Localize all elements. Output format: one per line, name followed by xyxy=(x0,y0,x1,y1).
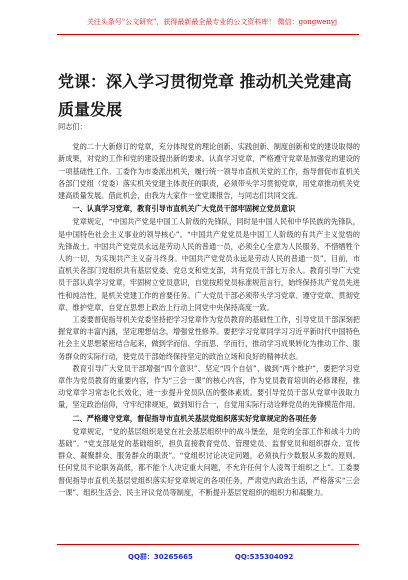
salutation: 同志们： xyxy=(58,122,87,131)
section-one-paragraph-1: 党章规定，“中国共产党是中国工人阶级的先锋队，同时是中国人民和中华民族的先锋队，是中国特色社会主义事业的领导核心”。“中国共产党党员是中国工人阶级的有共产主义觉悟的先锋战士。中国共产党党员永远是劳动人民的普通一员，必须全心全意为人民服务，不惜牺牲个人的一切，为实现共产主义奋斗终身。中国共产党党员永远是劳动人民的普通一员”。目前，市直机关各部门党组织共有基层党委、党总支和党支部，共有党员干部七万余人。教育引导广大党员干部认真学习党章，牢固树立党员意识，自觉按照党员标准规范言行，始终保持共产党员先进性和纯洁性，是机关党建工作的首要任务。广大党员干部必须带头学习党章、遵守党章、贯彻党章、维护党章，自觉在思想上政治上行动上同党中央保持高度一致。 xyxy=(58,217,360,312)
footer-divider xyxy=(57,544,359,545)
footer-qq-group: QQ群：30265665 xyxy=(128,553,193,561)
section-two-heading: 二、严格遵守党章，督促指导市直机关基层党组织落实好党章规定的各项任务 xyxy=(72,413,317,423)
top-banner: 关注头条号"公文研究"，获得最新最全最专业的公文资料库！ 微信：gongwenyj xyxy=(86,18,338,26)
section-one-paragraph-3: 教育引导广大党员干部增强“四个意识”、坚定“四个自信”、做到“两个维护”，要把学习党章作为党员教育的重要内容，作为“三会一课”的核心内容，作为党员教育培训的必修课程，推动党章学习常态化长效化，进一步提升党员队伍的整体素质。要引导党员干部从党章中汲取力量，坚定政治信仰，守牢纪律规矩，做到知行合一，自觉用实际行动诠释党员的先锋模范作用。 xyxy=(58,363,360,410)
document-body xyxy=(58,121,360,539)
section-one-heading: 一、认真学习党章，教育引导市直机关广大党员干部牢固树立党员意识 xyxy=(72,204,296,214)
document-title: 党课：深入学习贯彻党章 推动机关党建高质量发展 xyxy=(58,72,352,119)
page-footer xyxy=(128,550,338,564)
section-one-paragraph-2: 工委要督促指导机关党委坚持把学习党章作为党员教育的基础性工作，引导党员干部深刻把握党章的丰富内涵，坚定理想信念，增强党性修养。要把学习党章同学习习近平新时代中国特色社会主义思想紧密结合起来，做到学而信、学而思、学而行，推动学习成果转化为推动工作、服务群众的实际行动，使党员干部始终保持坚定的政治立场和良好的精神状态。 xyxy=(58,315,360,361)
footer-qq: QQ:535304092 xyxy=(234,553,294,561)
section-two-paragraph-1: 党章规定，“党的基层组织是党在社会基层组织中的战斗堡垒，是党的全部工作和战斗力的基础”。“党支部是党的基础组织，担负直接教育党员、管理党员、监督党员和组织群众、宣传群众、凝聚群众、服务群众的职责”。“党组织讨论决定问题，必须执行少数服从多数的原则。任何党员不论职务高低，都不能个人决定重大问题，不允许任何个人凌驾于组织之上”。工委要督促指导市直机关基层党组织落实好党章规定的各项任务，严肃党内政治生活，严格落实“三会一课”、组织生活会、民主评议党员等制度，不断提升基层党组织的组织力和凝聚力。 xyxy=(58,426,360,497)
intro-paragraph: 党的二十大新修订的党章，充分体现党的理论创新、实践创新、制度创新和党的建设取得的新成果，对党的工作和党的建设提出新的要求。认真学习党章，严格遵守党章是加强党的建设的一项基础性工作。工委作为市委派出机关，履行统一领导市直机关党的工作，指导督促市直机关各部门党组（党委）落实机关党建主体责任的职责，必须带头学习贯彻党章，用党章推动机关党建高质量发展。借此机会，由我为大家作一堂党课报告，与同志们共同交流。 xyxy=(58,142,360,201)
top-divider xyxy=(57,34,359,35)
